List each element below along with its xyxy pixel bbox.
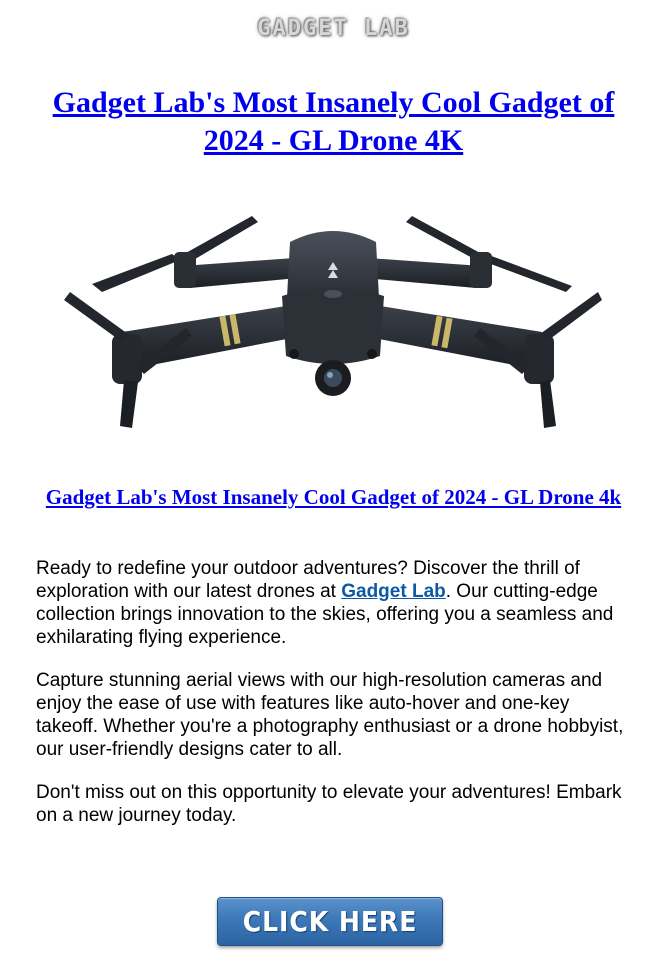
features-paragraph: Capture stunning aerial views with our high-resolution cameras and enjoy the ease of use with features like auto-hover and one-key takeoff. Whether you're a photography enthusiast or a drone hobbyist, our user-friendly designs cater to all. <box>36 670 624 760</box>
closing-paragraph: Don't miss out on this opportunity to elevate your adventures! Embark on a new journey today. <box>36 782 622 826</box>
intro-text-start: Ready to redefine your outdoor adventures? Discover the thrill of exploration with our latest drones at <box>36 558 580 602</box>
click-here-label: CLICK HERE <box>242 905 418 938</box>
intro-text-end: . Our cutting-edge collection brings innovation to the skies, offering you a seamless and exhilarating flying experience. <box>36 581 614 648</box>
article-heading[interactable]: Gadget Lab's Most Insanely Cool Gadget of 2024 - GL Drone 4k <box>45 485 622 509</box>
brand-logo: GADGET LAB <box>257 16 410 41</box>
intro-paragraph <box>36 557 636 649</box>
click-here-button[interactable] <box>217 897 443 946</box>
gadget-lab-link[interactable]: Gadget Lab <box>341 581 446 602</box>
drone-image <box>62 196 604 436</box>
page-title[interactable]: Gadget Lab's Most Insanely Cool Gadget of 2024 - GL Drone 4K <box>52 86 615 157</box>
